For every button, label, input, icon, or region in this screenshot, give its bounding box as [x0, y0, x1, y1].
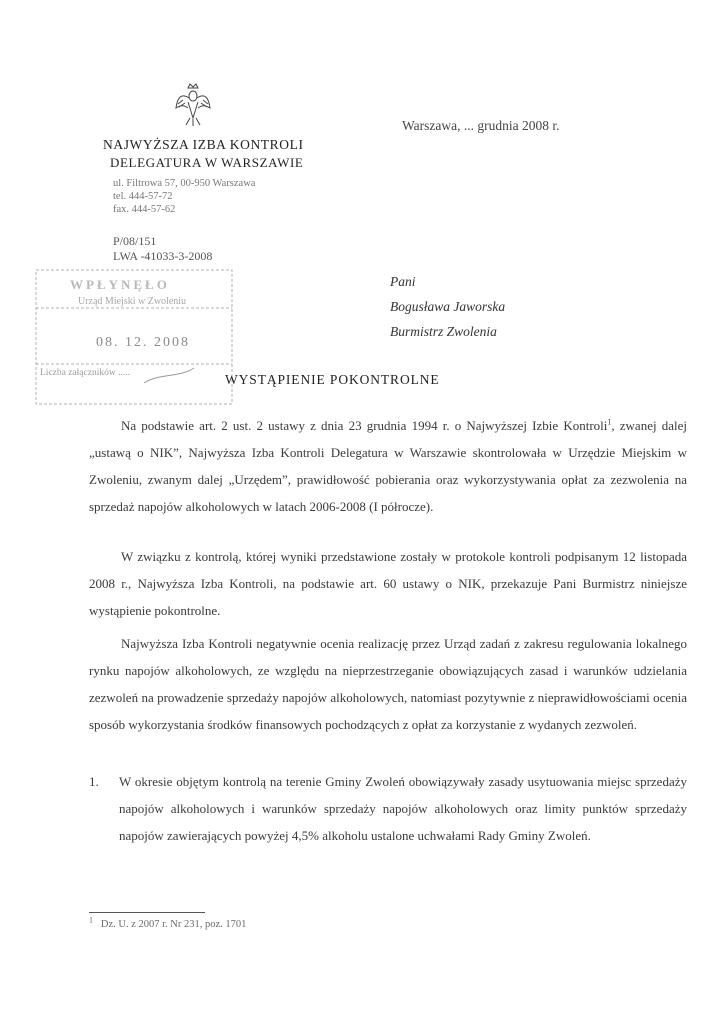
stamp-subtitle: Urząd Miejski w Zwoleniu	[78, 296, 187, 307]
date-line: Warszawa, ... grudnia 2008 r.	[402, 118, 560, 133]
reference-lwa: LWA -41033-3-2008	[113, 249, 213, 263]
reference-block	[113, 234, 212, 264]
footnote-divider	[89, 912, 205, 913]
phone-line: tel. 444-57-72	[113, 191, 173, 202]
emblem-icon	[174, 82, 212, 128]
stamp-date: 08. 12. 2008	[96, 335, 190, 350]
paragraph-2: W związku z kontrolą, której wyniki przedstawione zostały w protokole kontroli podpisanym 12 listopada 2008 r., Najwyższa Izba Kontroli, na podstawie art. 60 ustawy o NIK, przekazuje Pani Burmistrz niniejsze wystąpienie pokontrolne.	[89, 549, 687, 618]
fax-line: fax. 444-57-62	[113, 204, 176, 215]
recipient-name: Bogusława Jaworska	[390, 299, 506, 314]
footnote	[89, 915, 247, 930]
address-line: ul. Filtrowa 57, 00-950 Warszawa	[113, 178, 256, 189]
org-name: NAJWYŻSZA IZBA KONTROLI	[103, 137, 304, 152]
org-address-block	[113, 177, 255, 216]
list-item-text: W okresie objętym kontrolą na terenie Gminy Zwoleń obowiązywały zasady usytuowania miejsc sprzedaży napojów alkoholowych i warunków sprzedaży napojów alkoholowych oraz limity punktów sprzedaży napojów zawierających powyżej 4,5% alkoholu ustalone uchwałami Rady Gminy Zwoleń.	[119, 774, 687, 843]
paragraph-1	[89, 412, 687, 520]
document-heading: WYSTĄPIENIE POKONTROLNE	[225, 372, 440, 387]
recipient-salutation: Pani	[390, 274, 416, 289]
stamp-meta: Liczba załączników .....	[40, 368, 130, 378]
stamp-title: WPŁYNĘŁO	[70, 277, 170, 292]
paragraph-1-start: Na podstawie art. 2 ust. 2 ustawy z dnia 23 grudnia 1994 r. o Najwyższej Izbie Kontroli	[121, 418, 608, 433]
org-unit: DELEGATURA W WARSZAWIE	[110, 155, 304, 170]
paragraph-3: Najwyższa Izba Kontroli negatywnie ocenia realizację przez Urząd zadań z zakresu regulowania lokalnego rynku napojów alkoholowych, ze względu na nieprzestrzeganie obowiązujących zasad i warunków udzielania zezwoleń na prowadzenie sprzedaży napojów alkoholowych, natomiast pozytywnie z nieprawidłowościami ocenia sposób wykorzystania środków finansowych pochodzących z opłat za korzystanie z wydanych zezwoleń.	[89, 636, 687, 732]
reference-p: P/08/151	[113, 234, 157, 248]
recipient-block	[390, 269, 505, 344]
list-item-number: 1.	[89, 774, 99, 789]
footnote-mark: 1	[89, 915, 93, 925]
footnote-reference: 1	[607, 417, 612, 427]
list-item	[89, 768, 687, 849]
footnote-text: Dz. U. z 2007 r. Nr 231, poz. 1701	[100, 919, 247, 930]
recipient-title: Burmistrz Zwolenia	[390, 324, 497, 339]
paragraph-1-rest: , zwanej dalej „ustawą o NIK”, Najwyższa Izba Kontroli Delegatura w Warszawie skontrolowała w Urzędzie Miejskim w Zwoleniu, zwanym dalej „Urzędem”, prawidłowość pobierania oraz wykorzystywania opłat za zezwolenia na sprzedaż napojów alkoholowych w latach 2006-2008 (I półrocze).	[89, 418, 687, 514]
